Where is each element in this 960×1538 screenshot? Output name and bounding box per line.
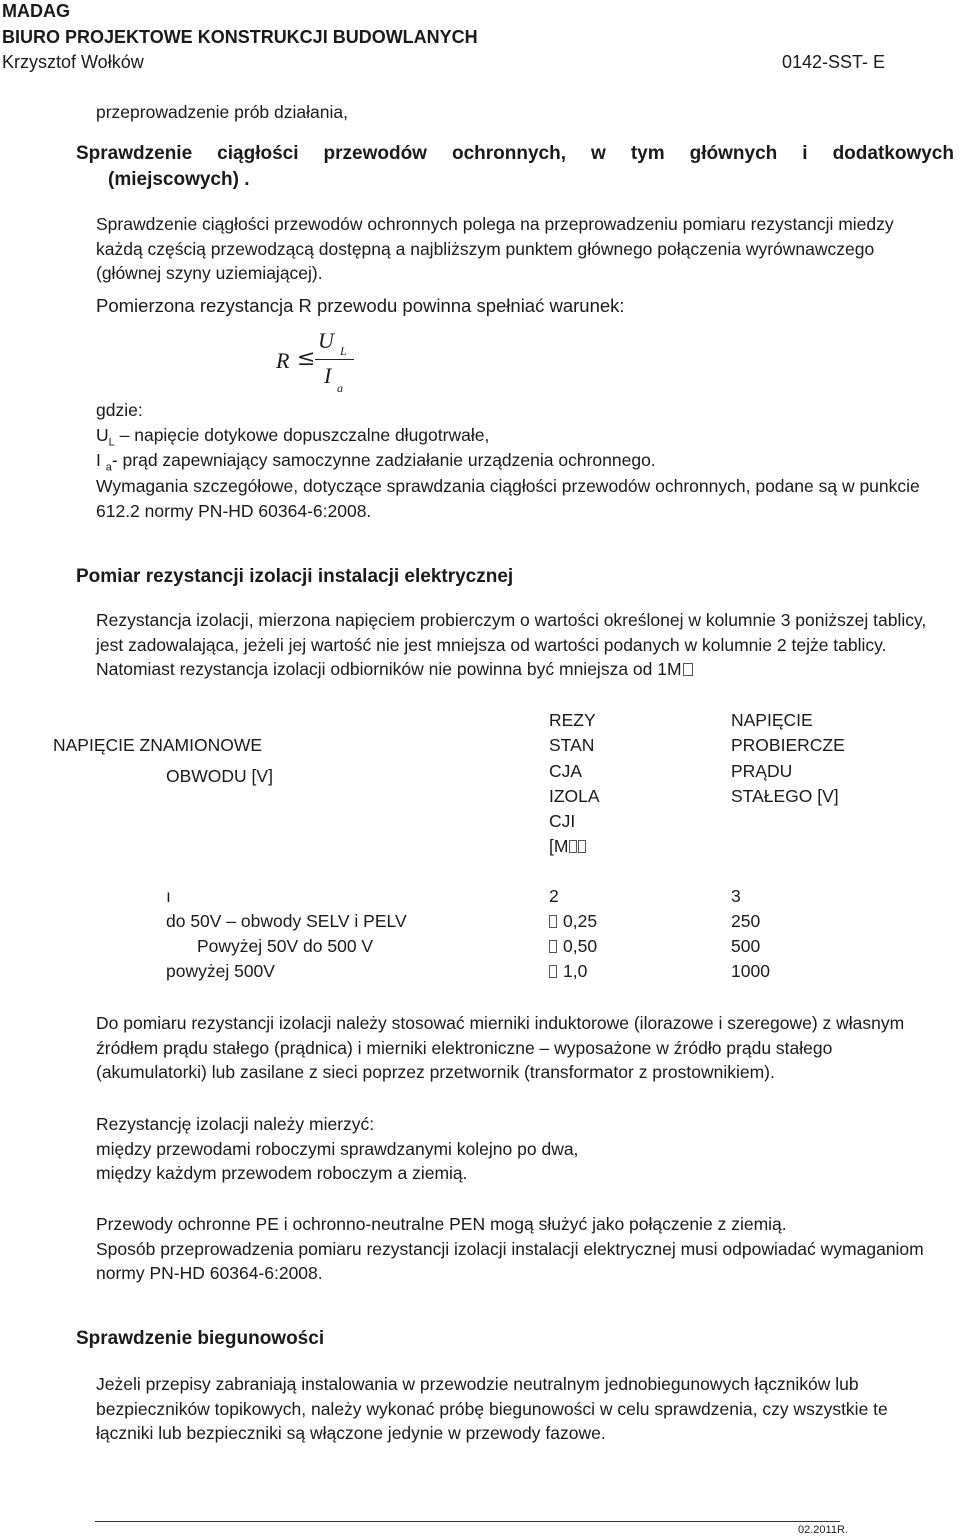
- paragraph-line: Sprawdzenie ciągłości przewodów ochronnych polega na przeprowadzeniu pomiaru rezystancji miedzy: [96, 214, 894, 234]
- header-line: NAPIĘCIE: [731, 710, 813, 730]
- table-col1-header-line1: NAPIĘCIE ZNAMIONOWE: [53, 735, 263, 755]
- section3-heading: Sprawdzenie biegunowości: [76, 1328, 325, 1349]
- table-col-number-2: 2: [549, 886, 559, 906]
- table-row-test-voltage: 500: [731, 936, 761, 956]
- ohm-glyph: [569, 840, 577, 853]
- document-code: 0142-SST- E: [782, 52, 886, 72]
- heading-word: Sprawdzenie: [76, 143, 193, 164]
- office-name: BIURO PROJEKTOWE KONSTRUKCJI BUDOWLANYCH: [2, 27, 478, 47]
- fraction-bar: [315, 359, 354, 360]
- paragraph-text: Natomiast rezystancja izolacji odbiorników nie powinna być mniejsza od 1M: [96, 659, 682, 679]
- table-row-resistance: [549, 959, 587, 984]
- table-col-number-3: 3: [731, 886, 741, 906]
- paragraph-line: normy PN-HD 60364-6:2008.: [96, 1263, 323, 1283]
- table-row-resistance: [549, 909, 597, 934]
- formula-denominator: I: [324, 363, 332, 388]
- paragraph-line: Rezystancja izolacji, mierzona napięciem probierczym o wartości określonej w kolumnie 3 poniższej tablicy,: [96, 610, 927, 630]
- paragraph-line: łączniki lub bezpieczniki są włączone jedynie w przewody fazowe.: [96, 1423, 606, 1443]
- measure-paragraph: [96, 1112, 936, 1186]
- heading-word: głównych: [689, 143, 778, 164]
- bracket-glyph: [578, 840, 586, 853]
- header-text: [M: [549, 836, 569, 857]
- header-line: [549, 834, 600, 859]
- ia-subscript: a: [105, 461, 112, 474]
- paragraph-line: Wymagania szczegółowe, dotyczące sprawdzania ciągłości przewodów ochronnych, podane są w punkcie: [96, 476, 920, 496]
- table-row-voltage: powyżej 500V: [166, 961, 275, 981]
- where-label: gdzie:: [96, 400, 143, 420]
- heading-word: w: [591, 143, 606, 164]
- section1-heading: [76, 143, 954, 165]
- paragraph-line: źródłem prądu stałego (prądnica) i mierniki elektroniczne – wyposażone w źródło prądu stałego: [96, 1037, 833, 1058]
- header-line: STAŁEGO [V]: [731, 785, 839, 806]
- pe-pen-paragraph: [96, 1212, 936, 1286]
- header-line: STAN: [549, 735, 595, 756]
- paragraph-line: Przewody ochronne PE i ochronno-neutralne PEN mogą służyć jako połączenie z ziemią.: [96, 1214, 787, 1234]
- section2-heading: Pomiar rezystancji izolacji instalacji elektrycznej: [76, 566, 514, 587]
- heading-word: dodatkowych: [832, 143, 954, 164]
- gte-glyph: [549, 915, 557, 928]
- section1-heading-cont: (miejscowych) .: [108, 169, 250, 190]
- formula-denominator-subscript: a: [337, 381, 343, 395]
- paragraph-line: bezpieczników topikowych, należy wykonać próbę biegunowości w celu sprawdzenia, czy wszystkie te: [96, 1398, 888, 1419]
- header-line: PRĄDU: [731, 760, 793, 781]
- paragraph-line: między każdym przewodem roboczym a ziemią.: [96, 1163, 468, 1183]
- paragraph-line: Rezystancję izolacji należy mierzyć:: [96, 1114, 375, 1134]
- paragraph-line: jest zadowalająca, jeżeli jej wartość nie jest mniejsza od wartości podanych w kolumnie 2 tejże tablicy.: [96, 634, 887, 655]
- resistance-value: 0,50: [563, 936, 598, 956]
- continuity-paragraph: [96, 212, 936, 286]
- ohm-glyph: [683, 663, 693, 676]
- company-name: MADAG: [2, 1, 70, 21]
- paragraph-line: (głównej szyny uziemiającej).: [96, 263, 323, 283]
- polarity-paragraph: [96, 1372, 936, 1446]
- meters-paragraph: [96, 1011, 936, 1085]
- table-col2-header: [549, 708, 600, 860]
- table-row-voltage: do 50V – obwody SELV i PELV: [166, 911, 407, 931]
- footer-date: 02.2011R.: [798, 1524, 848, 1536]
- header-line: REZY: [549, 710, 596, 730]
- gte-glyph: [549, 940, 557, 953]
- paragraph-line: [96, 657, 936, 682]
- heading-word: tym: [630, 143, 665, 164]
- resistance-value: 1,0: [563, 961, 588, 981]
- table-row-resistance: [549, 934, 597, 959]
- resistance-value: 0,25: [563, 911, 598, 931]
- table-row-test-voltage: 1000: [731, 961, 770, 981]
- formula-numerator-subscript: L: [340, 344, 347, 358]
- author-name: Krzysztof Wołków: [2, 52, 144, 72]
- header-line: PROBIERCZE: [731, 735, 845, 756]
- ul-text: – napięcie dotykowe dopuszczalne długotrwałe,: [114, 425, 490, 445]
- table-row-voltage: Powyżej 50V do 500 V: [197, 936, 374, 956]
- header-line: CJA: [549, 760, 583, 781]
- condition-line: Pomierzona rezystancja R przewodu powinna spełniać warunek:: [96, 295, 625, 316]
- formula-lhs: R: [276, 348, 290, 373]
- heading-word: ciągłości: [217, 143, 299, 164]
- header-line: IZOLA: [549, 785, 600, 806]
- table-col-number-1: ı: [166, 886, 171, 906]
- gte-glyph: [549, 965, 557, 978]
- formula-numerator: U: [318, 328, 334, 353]
- formula-operator: ≤: [297, 346, 316, 371]
- paragraph-line: Sposób przeprowadzenia pomiaru rezystancji izolacji instalacji elektrycznej musi odpowiadać wymaganiom: [96, 1238, 924, 1259]
- intro-line: przeprowadzenie prób działania,: [96, 102, 348, 122]
- paragraph-line: 612.2 normy PN-HD 60364-6:2008.: [96, 500, 372, 521]
- ia-text: - prąd zapewniający samoczynne zadziałanie urządzenia ochronnego.: [111, 450, 656, 470]
- table-col3-header: [731, 708, 845, 809]
- header-line: CJI: [549, 811, 576, 832]
- ia-symbol: I: [96, 450, 106, 470]
- paragraph-line: Do pomiaru rezystancji izolacji należy stosować mierniki induktorowe (ilorazowe i szeregowe) z własnym: [96, 1013, 905, 1033]
- paragraph-line: każdą częścią przewodzącą dostępną a najbliższym punktem głównego połączenia wyrównawczego: [96, 238, 875, 259]
- table-row-test-voltage: 250: [731, 911, 761, 931]
- heading-word: i: [802, 143, 808, 164]
- heading-word: przewodów: [323, 143, 427, 164]
- ul-symbol: U: [96, 425, 109, 445]
- insulation-paragraph: [96, 608, 936, 682]
- paragraph-line: Jeżeli przepisy zabraniają instalowania w przewodzie neutralnym jednobiegunowych łączników lub: [96, 1374, 859, 1394]
- heading-word: ochronnych,: [451, 143, 566, 164]
- paragraph-line: między przewodami roboczymi sprawdzanymi kolejno po dwa,: [96, 1138, 579, 1159]
- footer-divider: [95, 1521, 840, 1522]
- paragraph-line: (akumulatorki) lub zasilane z sieci poprzez przetwornik (transformator z prostownikiem).: [96, 1062, 775, 1082]
- table-col1-header-line2: OBWODU [V]: [166, 766, 273, 786]
- requirements-paragraph: [96, 474, 936, 523]
- ul-subscript: L: [108, 436, 115, 449]
